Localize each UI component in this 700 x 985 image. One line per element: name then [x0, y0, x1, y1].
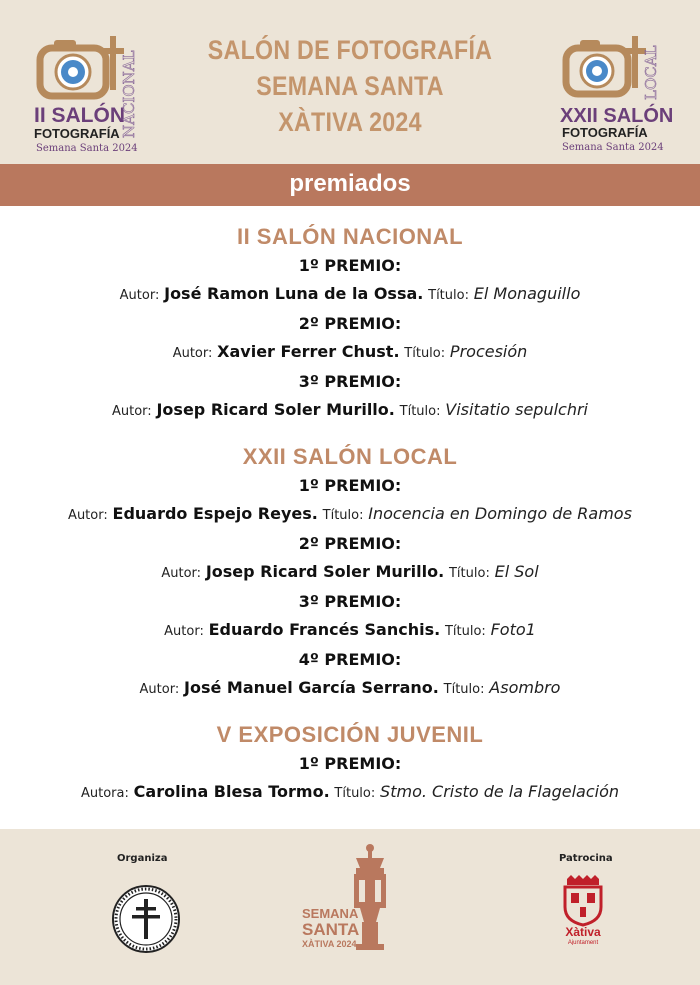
author-label: Autora:	[81, 786, 129, 801]
prize-entry	[0, 674, 700, 704]
prize-label: 4º PREMIO:	[298, 650, 402, 669]
logo-left-vertical: NACIONAL	[120, 50, 138, 138]
local-salon-logo	[552, 30, 692, 160]
prize-entry	[0, 338, 700, 368]
prize-label: 3º PREMIO:	[298, 372, 402, 391]
author-label: Autor:	[161, 566, 202, 581]
section-title: XXII SALÓN LOCAL	[242, 444, 458, 469]
nacional-salon-logo	[28, 30, 168, 160]
logo-right-subtitle: Semana Santa 2024	[562, 142, 664, 153]
sponsor-sub: Ajuntament	[567, 940, 599, 945]
awards-list	[0, 222, 700, 808]
camera-cross-icon	[566, 36, 646, 94]
awards-banner: premiados	[0, 164, 700, 206]
author-name: José Ramon Luna de la Ossa.	[164, 284, 424, 303]
work-title: Foto1	[490, 620, 536, 639]
page-title	[204, 32, 496, 140]
prize-label: 1º PREMIO:	[298, 256, 402, 275]
lamp-text-3: XÀTIVA 2024	[302, 939, 357, 949]
work-title: Procesión	[449, 342, 528, 361]
prize-label: 2º PREMIO:	[298, 534, 402, 553]
title-label: Título:	[428, 288, 469, 303]
author-name: Eduardo Francés Sanchis.	[208, 620, 441, 639]
work-title: Asombro	[489, 678, 561, 697]
prize-entry	[0, 558, 700, 588]
xativa-ajuntament-logo	[553, 873, 613, 945]
section-title: V EXPOSICIÓN JUVENIL	[216, 722, 484, 747]
patrocina-label: Patrocina	[559, 853, 613, 864]
camera-cross-icon	[40, 36, 124, 96]
logo-left-edition: II SALÓN	[34, 104, 126, 127]
prize-entry	[0, 778, 700, 808]
title-label: Título:	[334, 786, 376, 801]
logo-right-edition: XXII SALÓN	[560, 105, 674, 127]
section-local	[0, 442, 700, 704]
coat-of-arms-icon	[565, 875, 601, 925]
logo-left-subtitle: Semana Santa 2024	[36, 143, 138, 154]
organiza-label: Organiza	[117, 853, 168, 864]
prize-label: 1º PREMIO:	[298, 476, 402, 495]
prize-label: 1º PREMIO:	[298, 754, 402, 773]
title-line-1: SALÓN DE FOTOGRAFÍA	[207, 35, 493, 65]
author-name: Xavier Ferrer Chust.	[217, 342, 400, 361]
title-label: Título:	[443, 682, 485, 697]
lamp-text-1: SEMANA	[302, 906, 359, 921]
author-name: Josep Ricard Soler Murillo.	[156, 400, 395, 419]
section-title: II SALÓN NACIONAL	[236, 224, 464, 249]
title-label: Título:	[444, 624, 486, 639]
organizer-seal-icon	[110, 883, 182, 955]
author-label: Autor:	[172, 346, 213, 361]
section-juvenil	[0, 720, 700, 808]
author-name: José Manuel García Serrano.	[184, 678, 439, 697]
prize-entry	[0, 616, 700, 646]
logo-right-vertical: LOCAL	[642, 45, 660, 100]
lamp-text-2: SANTA	[302, 920, 360, 939]
work-title: El Monaguillo	[473, 284, 581, 303]
author-label: Autor:	[139, 682, 180, 697]
semana-santa-lantern-logo	[300, 842, 400, 957]
logo-left-category: FOTOGRAFÍA	[34, 126, 120, 141]
author-name: Carolina Blesa Tormo.	[133, 782, 330, 801]
author-label: Autor:	[112, 404, 152, 419]
prize-label: 2º PREMIO:	[298, 314, 402, 333]
title-label: Título:	[448, 566, 490, 581]
title-label: Título:	[322, 508, 364, 523]
author-name: Eduardo Espejo Reyes.	[112, 504, 318, 523]
work-title: El Sol	[494, 562, 539, 581]
work-title: Stmo. Cristo de la Flagelación	[380, 782, 619, 801]
title-line-3: XÀTIVA 2024	[278, 107, 422, 137]
author-label: Autor:	[164, 624, 204, 639]
sponsor-name: Xàtiva	[565, 925, 601, 939]
prize-entry	[0, 500, 700, 530]
author-name: Josep Ricard Soler Murillo.	[205, 562, 445, 581]
title-label: Título:	[399, 404, 441, 419]
prize-entry	[0, 280, 700, 310]
title-label: Título:	[404, 346, 446, 361]
logo-right-category: FOTOGRAFÍA	[562, 125, 648, 140]
title-line-2: SEMANA SANTA	[256, 71, 444, 101]
author-label: Autor:	[68, 508, 108, 523]
prize-label: 3º PREMIO:	[298, 592, 402, 611]
author-label: Autor:	[119, 288, 160, 303]
work-title: Inocencia en Domingo de Ramos	[368, 504, 632, 523]
prize-entry	[0, 396, 700, 426]
section-nacional	[0, 222, 700, 426]
work-title: Visitatio sepulchri	[445, 400, 588, 419]
